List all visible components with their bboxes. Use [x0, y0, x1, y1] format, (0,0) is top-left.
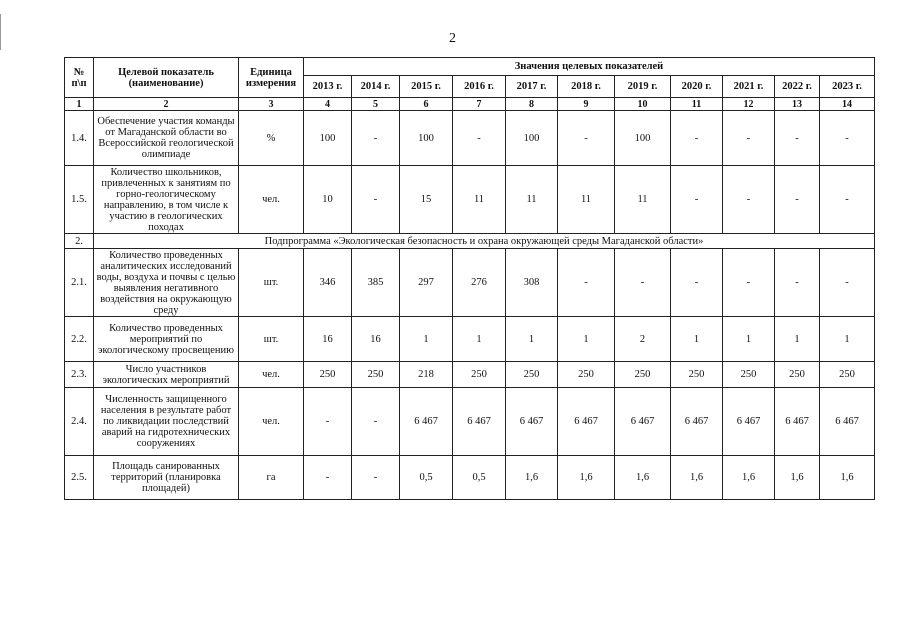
value-cell: 250	[453, 362, 506, 388]
value-cell: 1,6	[820, 456, 875, 500]
column-index-cell: 12	[723, 98, 775, 111]
header-year: 2022 г.	[775, 76, 820, 98]
value-cell: 1,6	[558, 456, 615, 500]
header-year: 2019 г.	[615, 76, 671, 98]
unit-cell: %	[239, 111, 304, 166]
header-year: 2017 г.	[506, 76, 558, 98]
value-cell: -	[723, 249, 775, 317]
column-index-cell: 5	[352, 98, 400, 111]
value-cell: 1	[400, 317, 453, 362]
column-index-cell: 13	[775, 98, 820, 111]
value-cell: 1,6	[775, 456, 820, 500]
section-row	[65, 234, 875, 249]
header-year: 2015 г.	[400, 76, 453, 98]
value-cell: 6 467	[506, 388, 558, 456]
value-cell: -	[820, 111, 875, 166]
header-year: 2016 г.	[453, 76, 506, 98]
value-cell: -	[304, 388, 352, 456]
value-cell: 250	[506, 362, 558, 388]
unit-cell: га	[239, 456, 304, 500]
header-year: 2023 г.	[820, 76, 875, 98]
indicator-name: Количество школьников, привлеченных к занятиям по горно-геологическому направлению, в том числе к участию в геологических походах	[94, 166, 239, 234]
value-cell: 1,6	[615, 456, 671, 500]
value-cell: 1	[775, 317, 820, 362]
value-cell: 6 467	[775, 388, 820, 456]
value-cell: 1,6	[723, 456, 775, 500]
column-index-cell: 8	[506, 98, 558, 111]
value-cell: 250	[558, 362, 615, 388]
value-cell: 1	[671, 317, 723, 362]
value-cell: -	[775, 249, 820, 317]
value-cell: 100	[400, 111, 453, 166]
row-num: 2.2.	[65, 317, 94, 362]
unit-cell: чел.	[239, 388, 304, 456]
table-row	[65, 111, 875, 166]
header-year: 2020 г.	[671, 76, 723, 98]
unit-cell: шт.	[239, 317, 304, 362]
value-cell: 16	[352, 317, 400, 362]
header-unit: Единица измерения	[239, 58, 304, 98]
value-cell: -	[352, 111, 400, 166]
row-num: 2.4.	[65, 388, 94, 456]
value-cell: 6 467	[671, 388, 723, 456]
row-num: 2.1.	[65, 249, 94, 317]
value-cell: -	[775, 166, 820, 234]
value-cell: -	[723, 111, 775, 166]
value-cell: -	[671, 249, 723, 317]
value-cell: 276	[453, 249, 506, 317]
value-cell: 385	[352, 249, 400, 317]
value-cell: 250	[352, 362, 400, 388]
value-cell: 297	[400, 249, 453, 317]
table-row	[65, 166, 875, 234]
unit-cell: шт.	[239, 249, 304, 317]
header-values-group: Значения целевых показателей	[304, 58, 875, 76]
unit-cell: чел.	[239, 166, 304, 234]
column-index-cell: 1	[65, 98, 94, 111]
indicator-name: Количество проведенных мероприятий по экологическому просвещению	[94, 317, 239, 362]
value-cell: -	[453, 111, 506, 166]
table-row	[65, 249, 875, 317]
table-row	[65, 317, 875, 362]
page-number: 2	[449, 31, 456, 46]
value-cell: 6 467	[615, 388, 671, 456]
header-year: 2021 г.	[723, 76, 775, 98]
value-cell: 1,6	[506, 456, 558, 500]
value-cell: -	[352, 388, 400, 456]
header-year: 2013 г.	[304, 76, 352, 98]
value-cell: 15	[400, 166, 453, 234]
value-cell: 6 467	[820, 388, 875, 456]
value-cell: 250	[671, 362, 723, 388]
indicator-name: Обеспечение участия команды от Магаданской области во Всероссийской геологической олимпиаде	[94, 111, 239, 166]
row-num: 1.4.	[65, 111, 94, 166]
value-cell: -	[723, 166, 775, 234]
column-index-cell: 11	[671, 98, 723, 111]
value-cell: 11	[506, 166, 558, 234]
value-cell: -	[615, 249, 671, 317]
value-cell: 6 467	[453, 388, 506, 456]
header-year: 2018 г.	[558, 76, 615, 98]
value-cell: -	[671, 111, 723, 166]
value-cell: 100	[615, 111, 671, 166]
value-cell: 0,5	[453, 456, 506, 500]
column-index-cell: 9	[558, 98, 615, 111]
header-indicator: Целевой показатель (наименование)	[94, 58, 239, 98]
value-cell: 1	[558, 317, 615, 362]
column-index-cell: 6	[400, 98, 453, 111]
value-cell: -	[352, 166, 400, 234]
column-index-cell: 4	[304, 98, 352, 111]
value-cell: 6 467	[723, 388, 775, 456]
value-cell: 250	[615, 362, 671, 388]
value-cell: -	[775, 111, 820, 166]
row-num: 2.5.	[65, 456, 94, 500]
table-row	[65, 362, 875, 388]
value-cell: 1	[506, 317, 558, 362]
value-cell: 1	[820, 317, 875, 362]
column-index-cell: 14	[820, 98, 875, 111]
value-cell: 6 467	[400, 388, 453, 456]
value-cell: 250	[304, 362, 352, 388]
value-cell: 346	[304, 249, 352, 317]
indicator-name: Численность защищенного населения в результате работ по ликвидации последствий аварий на гидротехнических сооружениях	[94, 388, 239, 456]
value-cell: 2	[615, 317, 671, 362]
table-row	[65, 456, 875, 500]
value-cell: 1	[453, 317, 506, 362]
target-indicators-table	[64, 57, 875, 500]
row-num: 2.	[65, 234, 94, 249]
value-cell: 1	[723, 317, 775, 362]
column-index-cell: 10	[615, 98, 671, 111]
value-cell: -	[671, 166, 723, 234]
value-cell: -	[352, 456, 400, 500]
header-num: № п\п	[65, 58, 94, 98]
value-cell: 100	[304, 111, 352, 166]
value-cell: 0,5	[400, 456, 453, 500]
value-cell: 10	[304, 166, 352, 234]
value-cell: 218	[400, 362, 453, 388]
value-cell: 250	[820, 362, 875, 388]
value-cell: -	[304, 456, 352, 500]
value-cell: 16	[304, 317, 352, 362]
value-cell: -	[820, 249, 875, 317]
value-cell: -	[558, 249, 615, 317]
row-num: 1.5.	[65, 166, 94, 234]
value-cell: 11	[558, 166, 615, 234]
value-cell: 100	[506, 111, 558, 166]
column-index-cell: 2	[94, 98, 239, 111]
row-num: 2.3.	[65, 362, 94, 388]
section-title: Подпрограмма «Экологическая безопасность и охрана окружающей среды Магаданской области»	[94, 234, 875, 249]
value-cell: -	[558, 111, 615, 166]
unit-cell: чел.	[239, 362, 304, 388]
value-cell: 1,6	[671, 456, 723, 500]
column-index-cell: 7	[453, 98, 506, 111]
indicator-name: Число участников экологических мероприятий	[94, 362, 239, 388]
value-cell: 11	[615, 166, 671, 234]
header-year: 2014 г.	[352, 76, 400, 98]
value-cell: -	[820, 166, 875, 234]
table-row	[65, 388, 875, 456]
value-cell: 250	[775, 362, 820, 388]
column-index-cell: 3	[239, 98, 304, 111]
value-cell: 250	[723, 362, 775, 388]
indicator-name: Площадь санированных территорий (планировка площадей)	[94, 456, 239, 500]
indicator-name: Количество проведенных аналитических исследований воды, воздуха и почвы с целью выявления негативного воздействия на окружающую среду	[94, 249, 239, 317]
value-cell: 308	[506, 249, 558, 317]
value-cell: 11	[453, 166, 506, 234]
value-cell: 6 467	[558, 388, 615, 456]
